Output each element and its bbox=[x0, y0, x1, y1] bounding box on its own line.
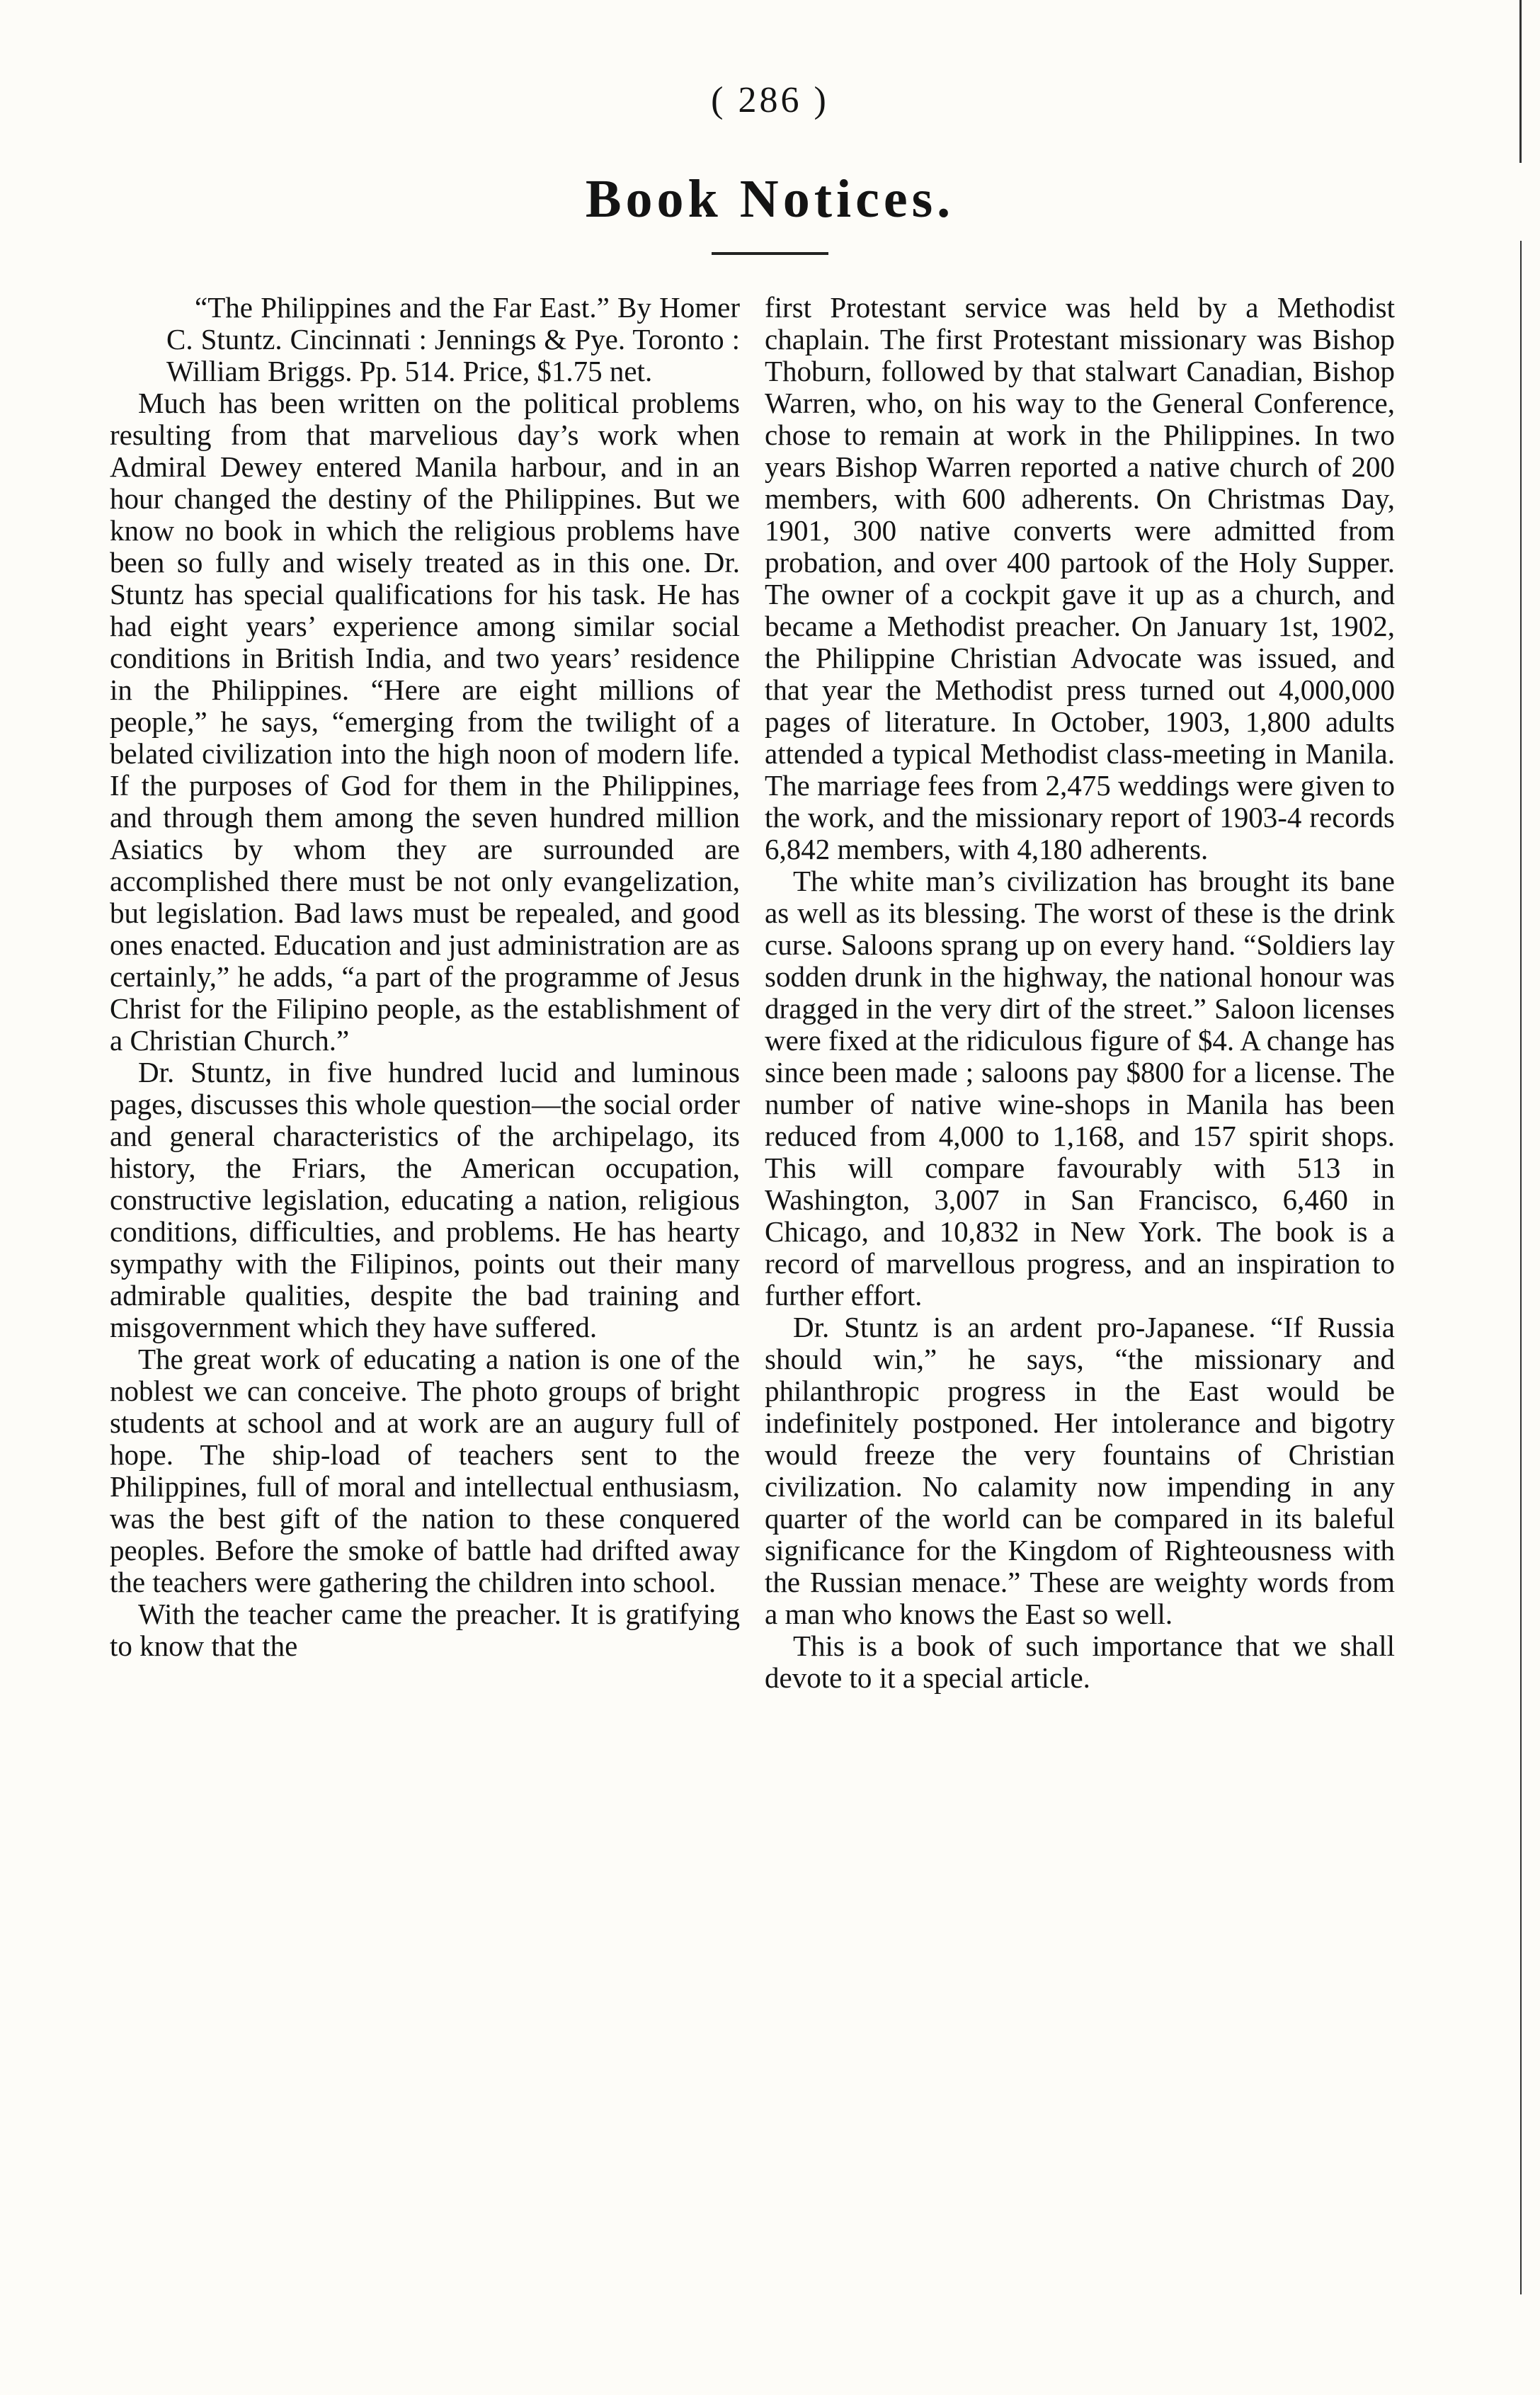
paragraph: The white man’s civilization has brought its bane as well as its blessing. The worst of these is the drink curse. Saloons sprang up on every hand. “Soldiers lay sodden drunk in the highway, the national honour was dragged in the very dirt of the street.” Saloon licenses were fixed at the ridiculous figure of $4. A change has since been made ; saloons pay $800 for a license. The number of native wine-shops in Manila has been reduced from 4,000 to 1,168, and 157 spirit shops. This will compare favourably with 513 in Washington, 3,007 in San Francisco, 6,460 in Chicago, and 10,832 in New York. The book is a record of marvellous progress, and an inspiration to further effort. bbox=[765, 865, 1395, 1312]
page-number: ( 286 ) bbox=[711, 80, 829, 120]
title-divider bbox=[712, 252, 828, 255]
paragraph: Dr. Stuntz is an ardent pro-Japanese. “If Russia should win,” he says, “the missionary and philanthropic progress in the East would be indefinitely postponed. Her intolerance and bigotry would freeze the very fountains of Christian civilization. No calamity now impending in any quarter of the world can be compared in its baleful significance for the Kingdom of Righteousness with the Russian menace.” These are weighty words from a man who knows the East so well. bbox=[765, 1311, 1395, 1630]
left-column bbox=[110, 292, 740, 2360]
paragraph: With the teacher came the preacher. It is gratifying to know that the bbox=[110, 1598, 740, 1662]
page-title: Book Notices. bbox=[585, 169, 955, 229]
scan-edge-line bbox=[1519, 0, 1522, 163]
paragraph: This is a book of such importance that we shall devote to it a special article. bbox=[765, 1629, 1395, 1694]
paragraph: Dr. Stuntz, in five hundred lucid and luminous pages, discusses this whole question—the social order and general characteristics of the archipelago, its history, the Friars, the American occupation, constructive legislation, educating a nation, religious conditions, difficulties, and problems. He has hearty sympathy with the Filipinos, points out their many admirable qualities, despite the bad training and misgovernment which they have suffered. bbox=[110, 1056, 740, 1343]
book-citation: “The Philippines and the Far East.” By Homer C. Stuntz. Cincinnati : Jennings & Pye. Toronto : William Briggs. Pp. 514. Price, $1.75 net. bbox=[166, 292, 740, 387]
paragraph: Much has been written on the political problems resulting from that marvelious day’s work when Admiral Dewey entered Manila harbour, and in an hour changed the destiny of the Philippines. But we know no book in which the religious problems have been so fully and wisely treated as in this one. Dr. Stuntz has special qualifications for his task. He has had eight years’ experience among similar social conditions in British India, and two years’ residence in the Philippines. “Here are eight millions of people,” he says, “emerging from the twilight of a belated civilization into the high noon of modern life. If the purposes of God for them in the Philippines, and through them among the seven hundred million Asiatics by whom they are surrounded are accomplished there must be not only evangelization, but legislation. Bad laws must be repealed, and good ones enacted. Education and just administration are as certainly,” he adds, “a part of the programme of Jesus Christ for the Filipino people, as the establishment of a Christian Church.” bbox=[110, 387, 740, 1057]
paragraph: The great work of educating a nation is one of the noblest we can conceive. The photo groups of bright students at school and at work are an augury full of hope. The ship-load of teachers sent to the Philippines, full of moral and intellectual enthusiasm, was the best gift of the nation to these conquered peoples. Before the smoke of battle had drifted away the teachers were gathering the children into school. bbox=[110, 1343, 740, 1598]
scan-edge-line bbox=[1520, 241, 1522, 2294]
paragraph: first Protestant service was held by a Methodist chaplain. The first Protestant missionary was Bishop Thoburn, followed by that stalwart Canadian, Bishop Warren, who, on his way to the General Conference, chose to remain at work in the Philippines. In two years Bishop Warren reported a native church of 200 members, with 600 adherents. On Christmas Day, 1901, 300 native converts were admitted from probation, and over 400 partook of the Holy Supper. The owner of a cockpit gave it up as a church, and became a Methodist preacher. On January 1st, 1902, the Philippine Christian Advocate was issued, and that year the Methodist press turned out 4,000,000 pages of literature. In October, 1903, 1,800 adults attended a typical Methodist class-meeting in Manila. The marriage fees from 2,475 weddings were given to the work, and the missionary report of 1903-4 records 6,842 members, with 4,180 adherents. bbox=[765, 292, 1395, 865]
right-column bbox=[765, 292, 1395, 2360]
